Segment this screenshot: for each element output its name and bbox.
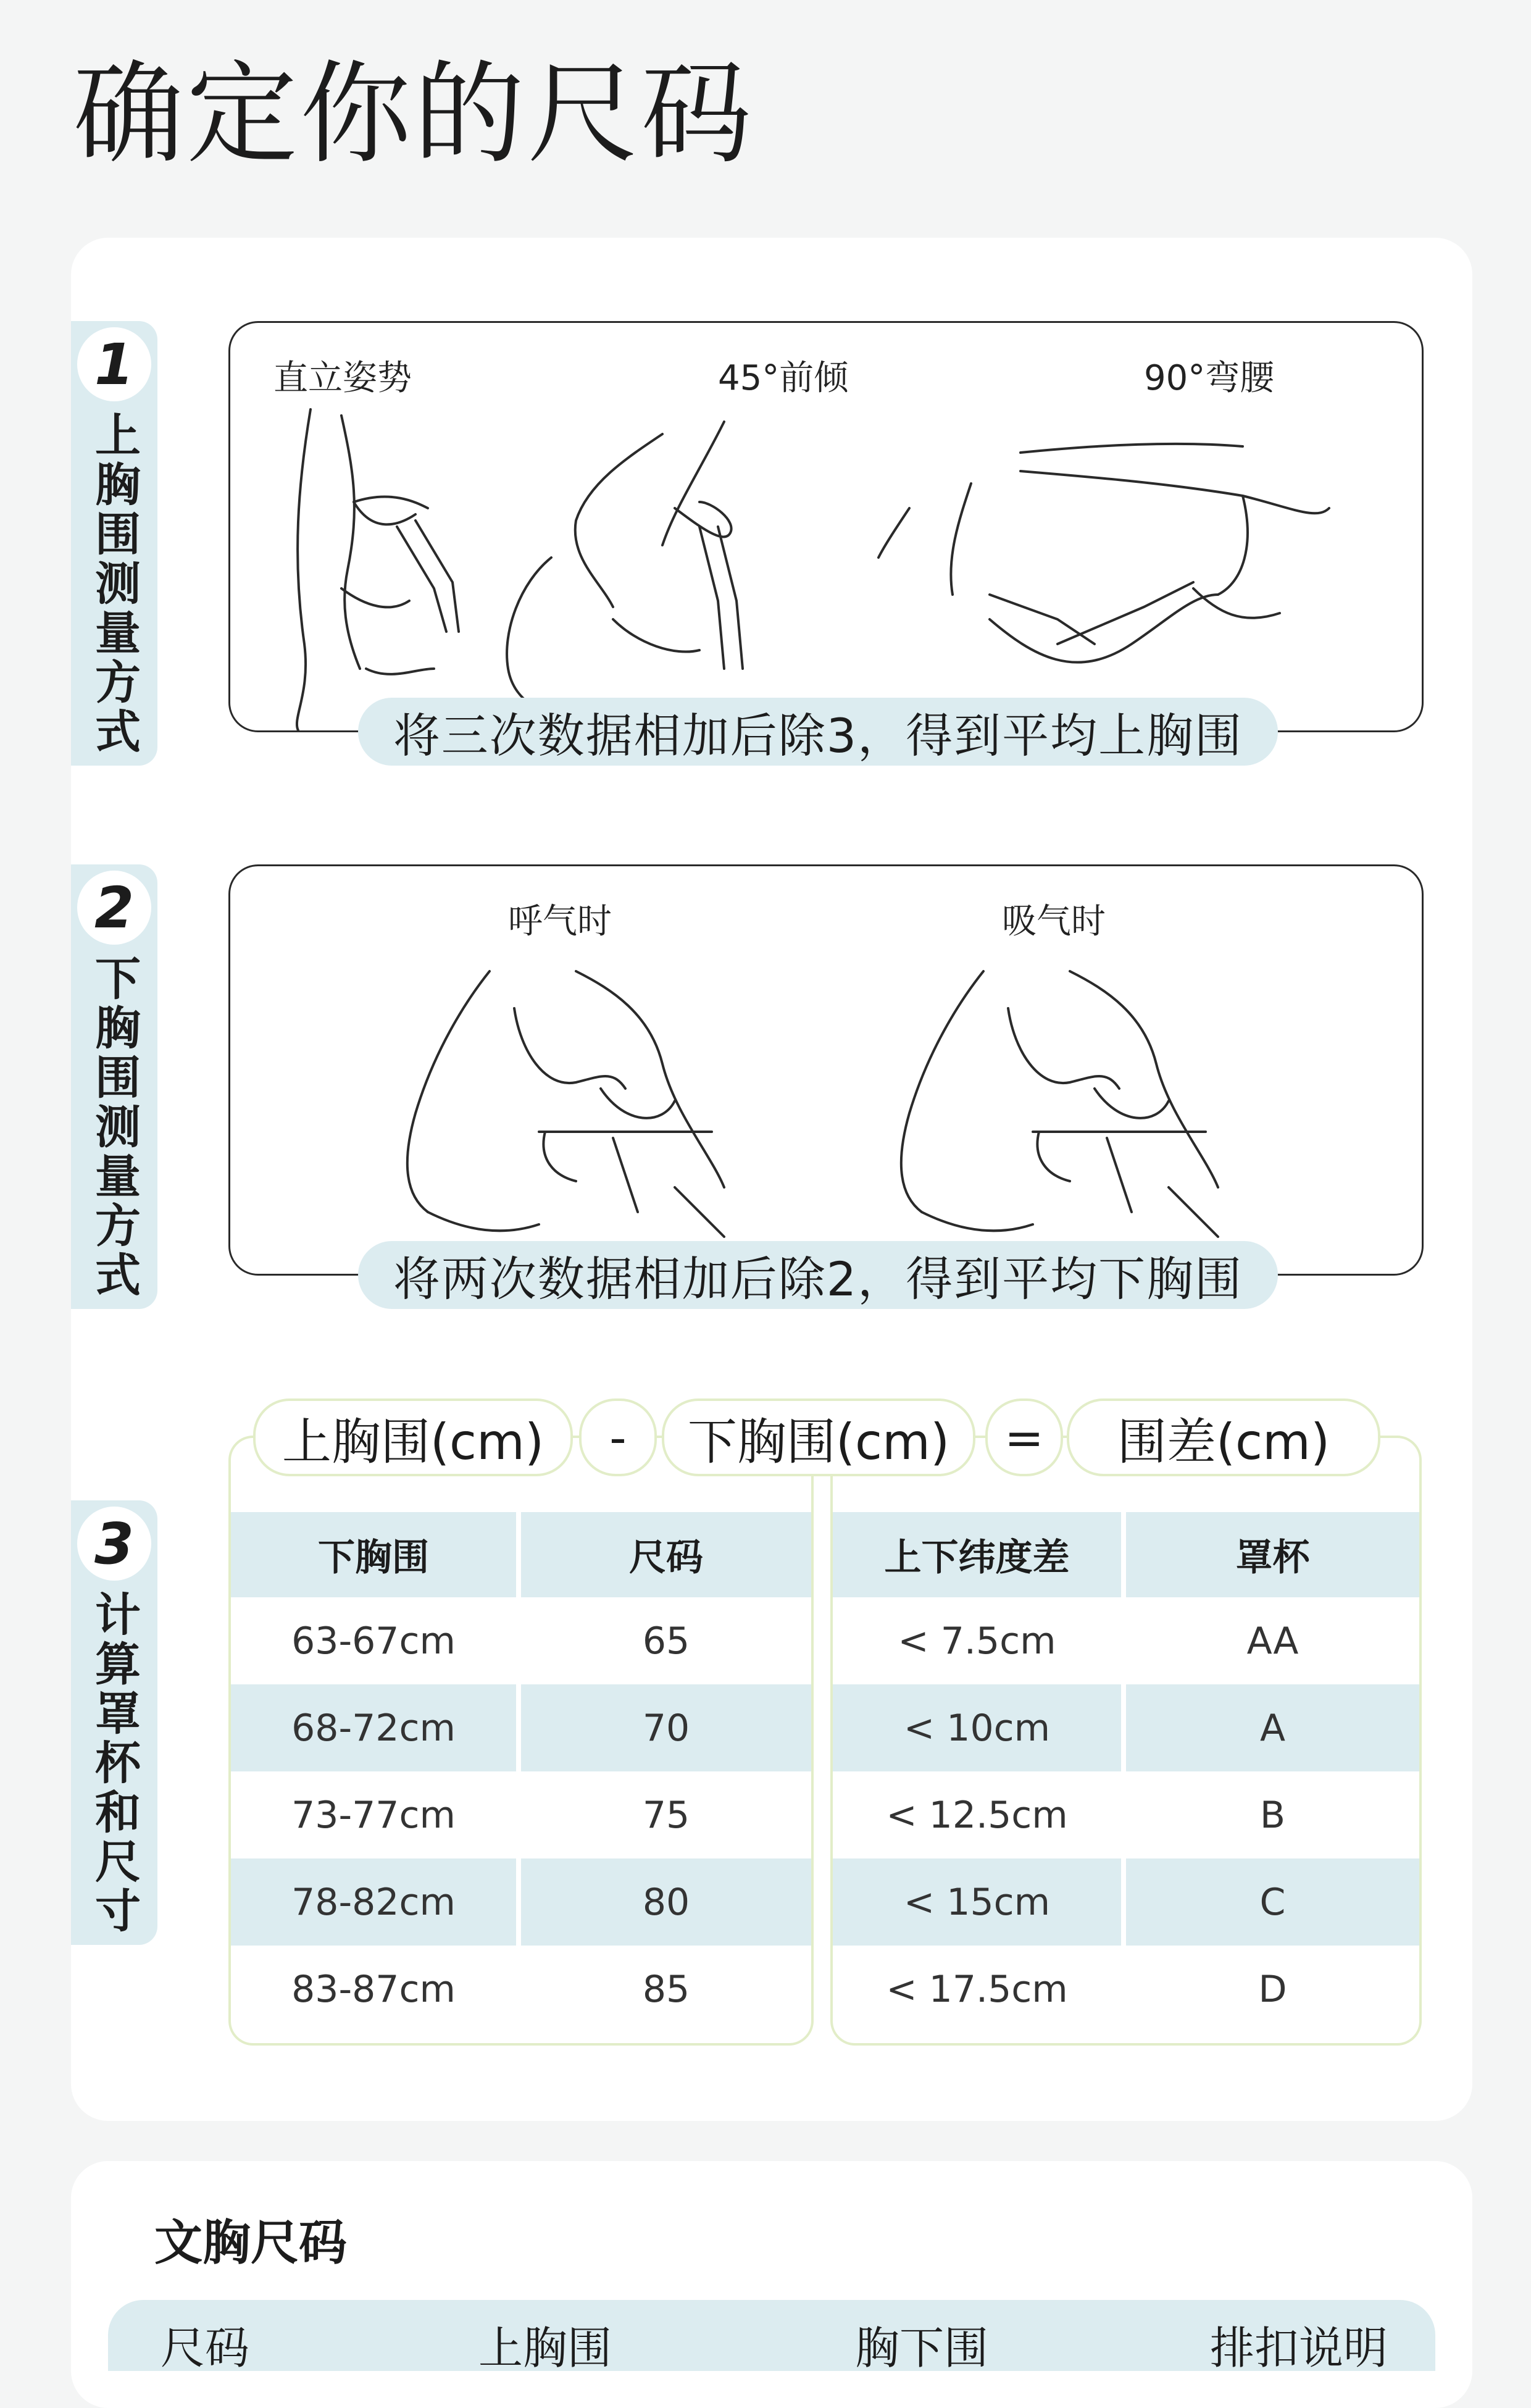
band-size-table-box — [228, 1436, 814, 2046]
table-cell: 78-82cm — [231, 1858, 521, 1946]
bra-header-upper-bust: 上胸围 — [478, 2322, 612, 2374]
step-3-label: 计算罩杯和尺寸 — [88, 1591, 141, 1936]
table-cell: D — [1258, 1967, 1287, 2011]
table-cell: 73-77cm — [231, 1771, 521, 1858]
step-2-number: 2 — [77, 871, 151, 945]
formula-minus: - — [579, 1398, 657, 1476]
table-row — [833, 1771, 1419, 1858]
table-cell: 80 — [521, 1858, 811, 1946]
table-cell: < 12.5cm — [833, 1771, 1126, 1858]
pose-standing-label: 直立姿势 — [273, 358, 412, 398]
step-1-tab — [71, 321, 157, 766]
table-cell: 65 — [642, 1619, 690, 1663]
table-header-row — [833, 1512, 1419, 1597]
step-3-number: 3 — [77, 1507, 151, 1581]
under-bust-caption: 将两次数据相加后除2，得到平均下胸围 — [358, 1241, 1278, 1309]
inhale-label: 吸气时 — [1002, 901, 1106, 942]
under-bust-illustration — [228, 864, 1424, 1276]
table-cell: 70 — [521, 1684, 811, 1771]
table-row — [833, 1858, 1419, 1946]
step-3-tab — [71, 1500, 157, 1945]
cup-size-table-box — [830, 1436, 1422, 2046]
table-cell: 83-87cm — [231, 1946, 521, 2033]
exhale-label: 呼气时 — [508, 901, 612, 942]
cup-header-cup: 罩杯 — [1126, 1512, 1419, 1597]
step-1-number: 1 — [77, 327, 151, 401]
table-row — [833, 1597, 1419, 1684]
band-header-size: 尺码 — [521, 1512, 811, 1597]
table-header-row — [231, 1512, 811, 1597]
table-cell: 85 — [642, 1967, 690, 2011]
bra-header-under-bust: 胸下围 — [855, 2322, 989, 2374]
table-cell: < 15cm — [833, 1858, 1126, 1946]
pose-lean-45-label: 45°前倾 — [718, 358, 849, 398]
under-bust-figures — [230, 866, 1422, 1274]
band-size-table — [231, 1512, 811, 2033]
table-cell: 63-67cm — [231, 1597, 521, 1684]
formula-difference: 围差(cm) — [1067, 1398, 1380, 1476]
table-row — [231, 1946, 811, 2033]
step-1-label: 上胸围测量方式 — [88, 411, 141, 757]
formula-upper-bust: 上胸围(cm) — [253, 1398, 573, 1476]
upper-bust-illustration — [228, 321, 1424, 732]
step-2-label: 下胸围测量方式 — [88, 955, 141, 1300]
table-row — [833, 1684, 1419, 1771]
upper-bust-caption: 将三次数据相加后除3，得到平均上胸围 — [358, 698, 1278, 766]
table-cell: < 10cm — [833, 1684, 1126, 1771]
table-cell: C — [1126, 1858, 1419, 1946]
table-cell: < 17.5cm — [833, 1946, 1126, 2033]
bra-size-title: 文胸尺码 — [154, 2215, 348, 2271]
table-cell: < 7.5cm — [833, 1597, 1126, 1684]
table-cell: A — [1126, 1684, 1419, 1771]
table-row — [231, 1858, 811, 1946]
cup-size-table — [833, 1512, 1419, 2033]
formula-under-bust: 下胸围(cm) — [662, 1398, 975, 1476]
cup-header-difference: 上下纬度差 — [833, 1512, 1126, 1597]
bra-header-size: 尺码 — [161, 2322, 250, 2374]
table-row — [833, 1946, 1419, 2033]
table-row — [231, 1771, 811, 1858]
table-row — [231, 1597, 811, 1684]
table-cell: 68-72cm — [231, 1684, 521, 1771]
table-cell: 75 — [642, 1793, 690, 1837]
step-2-tab — [71, 864, 157, 1309]
table-cell: AA — [1246, 1619, 1299, 1663]
table-cell: B — [1259, 1793, 1286, 1837]
table-row — [231, 1684, 811, 1771]
formula-equals: = — [985, 1398, 1063, 1476]
pose-bend-90-label: 90°弯腰 — [1144, 358, 1275, 398]
bra-header-hook-info: 排扣说明 — [1210, 2322, 1388, 2374]
band-header-underbust: 下胸围 — [231, 1512, 521, 1597]
page-title: 确定你的尺码 — [73, 50, 755, 179]
